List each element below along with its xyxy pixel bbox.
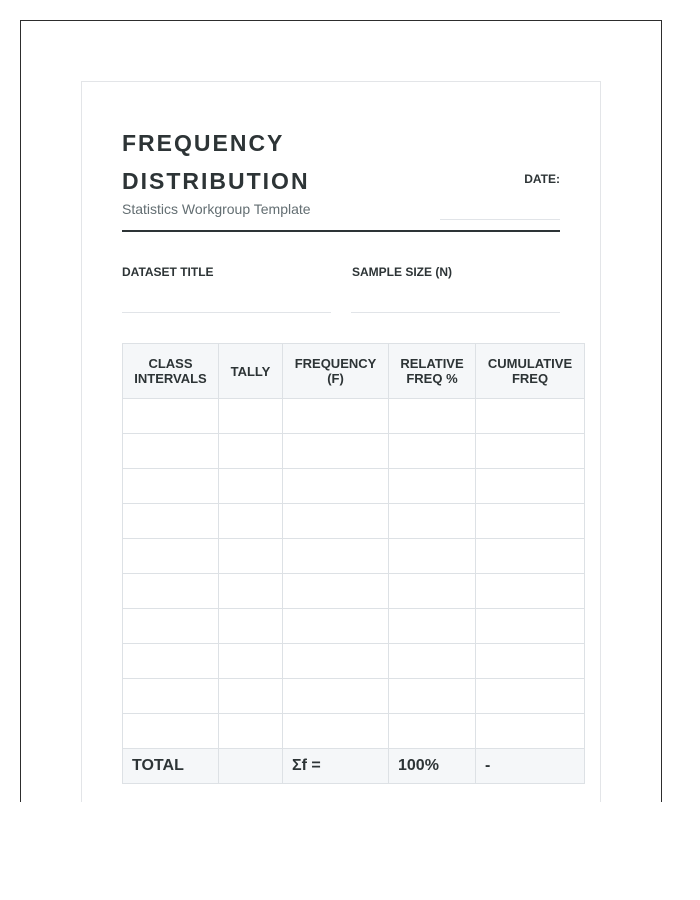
title-line-2: DISTRIBUTION — [122, 168, 310, 194]
table-cell[interactable] — [219, 679, 283, 714]
table-cell[interactable] — [476, 714, 585, 749]
table-cell[interactable] — [476, 399, 585, 434]
table-row — [123, 714, 585, 749]
table-cell[interactable] — [283, 434, 389, 469]
table-cell[interactable] — [389, 399, 476, 434]
table-cell[interactable] — [283, 539, 389, 574]
document-title — [122, 124, 382, 200]
table-cell[interactable] — [123, 574, 219, 609]
header-divider — [122, 230, 560, 232]
table-cell[interactable] — [283, 469, 389, 504]
column-header-tally: TALLY — [219, 344, 283, 399]
table-cell[interactable] — [123, 469, 219, 504]
table-cell[interactable] — [283, 609, 389, 644]
table-cell[interactable] — [283, 679, 389, 714]
table-cell[interactable] — [219, 644, 283, 679]
table-cell[interactable] — [476, 504, 585, 539]
table-row — [123, 504, 585, 539]
table-row — [123, 574, 585, 609]
dataset-title-label: DATASET TITLE — [122, 265, 214, 279]
table-cell[interactable] — [476, 644, 585, 679]
total-row — [123, 749, 585, 784]
table-row — [123, 539, 585, 574]
table-cell[interactable] — [389, 609, 476, 644]
table-cell[interactable] — [219, 714, 283, 749]
table-cell[interactable] — [476, 574, 585, 609]
table-row — [123, 609, 585, 644]
table-cell[interactable] — [219, 609, 283, 644]
table-row — [123, 679, 585, 714]
table-cell[interactable] — [219, 574, 283, 609]
table-cell[interactable] — [476, 679, 585, 714]
table-cell[interactable] — [476, 539, 585, 574]
table-cell[interactable] — [476, 434, 585, 469]
sample-size-field[interactable] — [351, 312, 560, 313]
table-cell[interactable] — [219, 504, 283, 539]
table-cell[interactable] — [389, 644, 476, 679]
table-cell[interactable] — [389, 679, 476, 714]
table-cell[interactable] — [219, 434, 283, 469]
total-tally-cell[interactable] — [219, 749, 283, 784]
table-cell[interactable] — [219, 469, 283, 504]
table-cell[interactable] — [389, 714, 476, 749]
table-cell[interactable] — [123, 539, 219, 574]
column-header-class-intervals: CLASS INTERVALS — [123, 344, 219, 399]
column-header-relative-freq: RELATIVE FREQ % — [389, 344, 476, 399]
column-header-cumulative-freq: CUMULATIVE FREQ — [476, 344, 585, 399]
table-cell[interactable] — [123, 679, 219, 714]
table-cell[interactable] — [476, 609, 585, 644]
dataset-title-field[interactable] — [122, 312, 331, 313]
table-header-row — [123, 344, 585, 399]
table-cell[interactable] — [283, 504, 389, 539]
total-cumulative-freq: - — [476, 749, 585, 784]
title-line-1: FREQUENCY — [122, 130, 285, 156]
table-cell[interactable] — [123, 504, 219, 539]
table-cell[interactable] — [123, 644, 219, 679]
total-label: TOTAL — [123, 749, 219, 784]
table-cell[interactable] — [283, 644, 389, 679]
total-frequency-sum[interactable]: Σf = — [283, 749, 389, 784]
table-cell[interactable] — [123, 609, 219, 644]
table-cell[interactable] — [283, 399, 389, 434]
table-row — [123, 399, 585, 434]
table-cell[interactable] — [389, 504, 476, 539]
table-cell[interactable] — [389, 539, 476, 574]
document-subtitle: Statistics Workgroup Template — [122, 201, 311, 217]
table-row — [123, 434, 585, 469]
table-cell[interactable] — [123, 714, 219, 749]
table-cell[interactable] — [389, 469, 476, 504]
table-row — [123, 644, 585, 679]
table-row — [123, 469, 585, 504]
total-relative-freq: 100% — [389, 749, 476, 784]
table-cell[interactable] — [389, 434, 476, 469]
table-cell[interactable] — [123, 399, 219, 434]
frequency-table — [122, 343, 585, 784]
date-label: DATE: — [524, 172, 560, 186]
date-field[interactable] — [440, 219, 560, 220]
table-cell[interactable] — [476, 469, 585, 504]
table-cell[interactable] — [283, 574, 389, 609]
table-cell[interactable] — [123, 434, 219, 469]
table-cell[interactable] — [219, 539, 283, 574]
column-header-frequency: FREQUENCY (F) — [283, 344, 389, 399]
table-cell[interactable] — [219, 399, 283, 434]
sample-size-label: SAMPLE SIZE (N) — [352, 265, 453, 279]
table-cell[interactable] — [283, 714, 389, 749]
table-cell[interactable] — [389, 574, 476, 609]
